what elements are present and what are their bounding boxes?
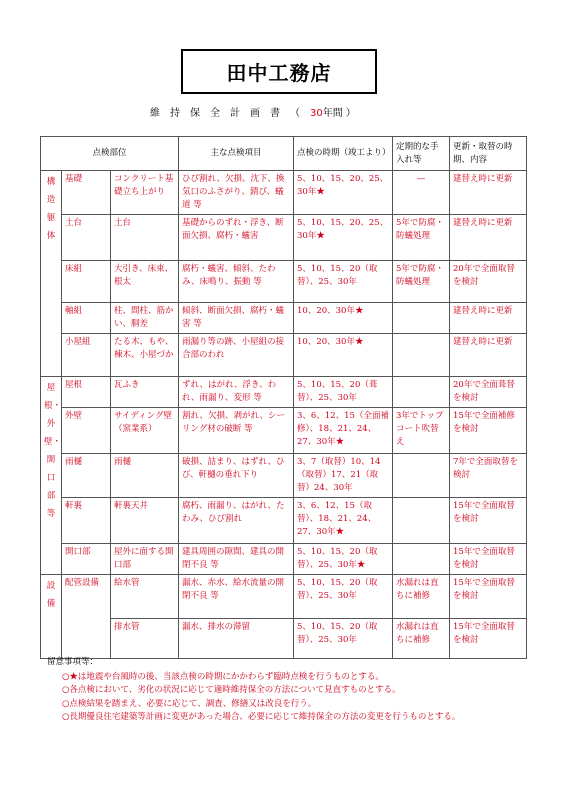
items-cell: 破損、詰まり、はずれ、ひび、軒樋の垂れ下り: [179, 454, 294, 498]
care-cell: [393, 334, 450, 377]
renewal-cell: 20年で全面葺替を検討: [450, 377, 527, 408]
sub-cell: 雨樋: [111, 454, 179, 498]
maintenance-table: [40, 136, 527, 659]
notes-section: [47, 656, 527, 725]
document-title: 田中工務店: [181, 49, 377, 94]
group-structure: 構造躯体: [41, 171, 62, 377]
items-cell: 割れ、欠損、剥がれ、シーリング材の破断 等: [179, 408, 294, 454]
items-cell: ずれ、はがれ、浮き、われ、雨漏り、変形 等: [179, 377, 294, 408]
sub-cell: 給水管: [111, 575, 179, 619]
timing-cell: 10、20、30年★: [294, 303, 393, 334]
note-item: ○長期優良住宅建築等計画に変更があった場合、必要に応じて維持保全の方法の変更を行うものとする。: [62, 712, 461, 722]
table-row: [41, 575, 527, 619]
timing-cell: 5、10、15、20（取替）、25、30年: [294, 575, 393, 619]
items-cell: 腐朽・蟻害、傾斜、たわみ、床鳴り、振動 等: [179, 261, 294, 303]
care-cell: —: [393, 171, 450, 215]
timing-cell: 5、10、15、20（葺替）、25、30年: [294, 377, 393, 408]
sub-cell: 土台: [111, 215, 179, 261]
timing-cell: 5、10、15、20（取替）、25、30年★: [294, 544, 393, 575]
part-cell: 土台: [62, 215, 111, 261]
timing-cell: 5、10、15、20（取替）、25、30年: [294, 261, 393, 303]
sub-cell: 瓦ふき: [111, 377, 179, 408]
part-cell: 軸組: [62, 303, 111, 334]
renewal-cell: 20年で全面取替を検討: [450, 261, 527, 303]
sub-cell: たる木、もや、棟木、小屋づか: [111, 334, 179, 377]
header-renewal: 更新・取替の時期、内容: [450, 137, 527, 171]
sub-cell: 排水管: [111, 619, 179, 659]
renewal-cell: 15年で全面取替を検討: [450, 498, 527, 544]
renewal-cell: 建替え時に更新: [450, 303, 527, 334]
table-row: [41, 215, 527, 261]
part-cell: 開口部: [62, 544, 111, 575]
part-cell: 床組: [62, 261, 111, 303]
sub-cell: コンクリート基礎立ち上がり: [111, 171, 179, 215]
part-cell: 外壁: [62, 408, 111, 454]
items-cell: ひび割れ、欠損、沈下、換気口のふさがり、錆び、蟻道 等: [179, 171, 294, 215]
renewal-cell: 15年で全面取替を検討: [450, 619, 527, 659]
part-cell: 屋根: [62, 377, 111, 408]
note-item: ○点検結果を踏まえ、必要に応じて、調査、修繕又は改良を行う。: [62, 698, 317, 709]
group-equipment: 設備: [41, 575, 62, 659]
items-cell: 漏水、赤水、給水流量の開閉不良 等: [179, 575, 294, 619]
table-row: [41, 619, 527, 659]
care-cell: 3年でトップコート吹替え: [393, 408, 450, 454]
part-cell: 雨樋: [62, 454, 111, 498]
header-timing: 点検の時期（竣工より）: [294, 137, 393, 171]
subtitle-prefix: 維持保全計画書（: [150, 108, 310, 119]
header-care: 定期的な手入れ等: [393, 137, 450, 171]
note-item: ○★は地震や台風時の後、当該点検の時期にかかわらず臨時点検を行うものとする。: [62, 671, 384, 682]
part-cell: 基礎: [62, 171, 111, 215]
table-row: [41, 334, 527, 377]
timing-cell: 5、10、15、20（取替）、25、30年: [294, 619, 393, 659]
renewal-cell: 15年で全面取替を検討: [450, 544, 527, 575]
sub-cell: 柱、間柱、筋かい、胴差: [111, 303, 179, 334]
renewal-cell: 建替え時に更新: [450, 171, 527, 215]
items-cell: 傾斜、断面欠損、腐朽・蟻害 等: [179, 303, 294, 334]
timing-cell: 3、7（取替）10、14（取替）17、21（取替）24、30年: [294, 454, 393, 498]
table-row: [41, 261, 527, 303]
renewal-cell: 建替え時に更新: [450, 215, 527, 261]
table-row: [41, 454, 527, 498]
timing-cell: 3、6、12、15（全面補修）、18、21、24、27、30年★: [294, 408, 393, 454]
table-row: [41, 498, 527, 544]
table-row: [41, 544, 527, 575]
sub-cell: 軒裏天井: [111, 498, 179, 544]
part-cell: 小屋組: [62, 334, 111, 377]
notes-heading: 留意事項等：: [47, 657, 99, 667]
timing-cell: 5、10、15、20、25、30年★: [294, 215, 393, 261]
care-cell: [393, 498, 450, 544]
document-subtitle: [150, 104, 450, 119]
table-row: [41, 377, 527, 408]
care-cell: [393, 454, 450, 498]
care-cell: [393, 544, 450, 575]
items-cell: 漏水、排水の滞留: [179, 619, 294, 659]
timing-cell: 5、10、15、20、25、30年★: [294, 171, 393, 215]
items-cell: 腐朽、雨漏り、はがれ、たわみ、ひび割れ: [179, 498, 294, 544]
care-cell: 水漏れは直ちに補修: [393, 619, 450, 659]
table-row: [41, 303, 527, 334]
part-cell: 配管設備: [62, 575, 111, 659]
renewal-cell: 15年で全面補修を検討: [450, 408, 527, 454]
items-cell: 建具周囲の隙間、建具の開閉不良 等: [179, 544, 294, 575]
care-cell: [393, 377, 450, 408]
part-cell: 軒裏: [62, 498, 111, 544]
renewal-cell: 15年で全面取替を検討: [450, 575, 527, 619]
subtitle-years: 30: [310, 108, 323, 119]
sub-cell: 大引き、床束、根太: [111, 261, 179, 303]
items-cell: 雨漏り等の跡、小屋組の接合部のわれ: [179, 334, 294, 377]
table-row: [41, 408, 527, 454]
renewal-cell: 建替え時に更新: [450, 334, 527, 377]
care-cell: 5年で防腐・防蟻処理: [393, 215, 450, 261]
header-part: 点検部位: [41, 137, 179, 171]
care-cell: 水漏れは直ちに補修: [393, 575, 450, 619]
subtitle-suffix: 年間 ）: [322, 108, 356, 119]
timing-cell: 10、20、30年★: [294, 334, 393, 377]
renewal-cell: 7年で全面取替を検討: [450, 454, 527, 498]
care-cell: 5年で防腐・防蟻処理: [393, 261, 450, 303]
timing-cell: 3、6、12、15（取替）、18、21、24、27、30年★: [294, 498, 393, 544]
group-exterior: 屋根・外壁・開口部等: [41, 377, 62, 575]
sub-cell: 屋外に面する開口部: [111, 544, 179, 575]
care-cell: [393, 303, 450, 334]
table-header-row: [41, 137, 527, 171]
note-item: ○各点検において、劣化の状況に応じて適時維持保全の方法について見直すものとする。: [62, 685, 401, 695]
sub-cell: サイディング壁（窯業系）: [111, 408, 179, 454]
items-cell: 基礎からのずれ・浮き、断面欠損、腐朽・蟻害: [179, 215, 294, 261]
header-items: 主な点検項目: [179, 137, 294, 171]
table-row: [41, 171, 527, 215]
